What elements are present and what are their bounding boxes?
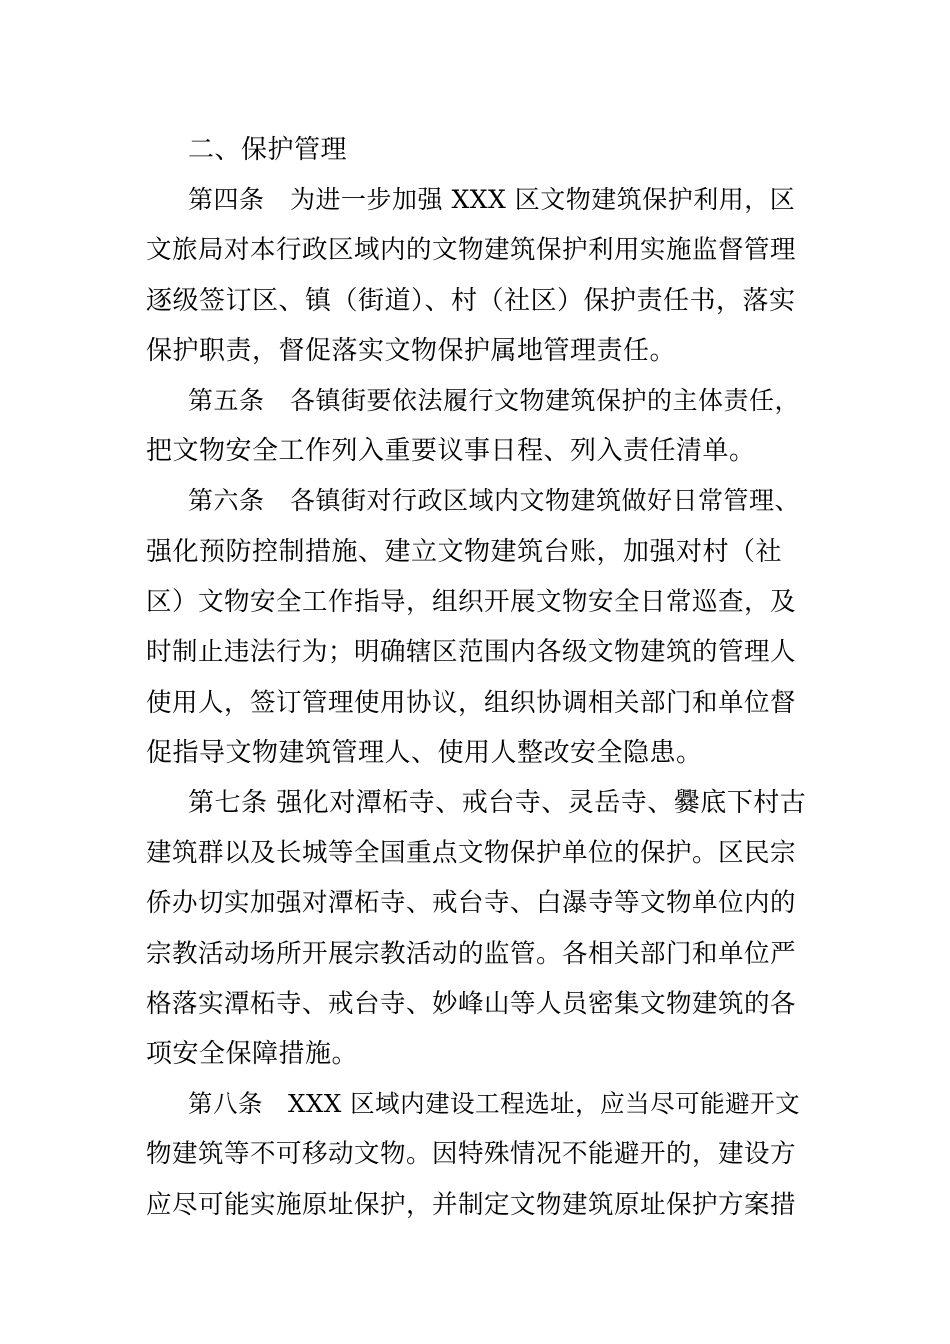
article-4-line-3: 逐级签订区、镇（街道）、村（社区）保护责任书，落实 [146, 286, 796, 316]
article-4-line-1: 第四条 为进一步加强 XXX 区文物建筑保护利用，区 [188, 185, 796, 214]
article-7-line-1: 第七条 强化对潭柘寺、戒台寺、灵岳寺、爨底下村古 [188, 788, 807, 818]
article-4-line-2: 文旅局对本行政区域内的文物建筑保护利用实施监督管理 [146, 235, 797, 265]
article-7-line-6: 项安全保障措施。 [146, 1039, 359, 1069]
article-6-line-4: 时制止违法行为；明确辖区范围内各级文物建筑的管理人 [146, 637, 797, 667]
article-5-line-1: 第五条 各镇街要依法履行文物建筑保护的主体责任， [188, 386, 801, 415]
article-7-line-5: 格落实潭柘寺、戒台寺、妙峰山等人员密集文物建筑的各 [146, 989, 797, 1019]
article-6-line-5: 使用人，签订管理使用协议，组织协调相关部门和单位督 [146, 688, 797, 718]
article-5-line-2: 把文物安全工作列入重要议事日程、列入责任清单。 [146, 436, 756, 466]
section-heading: 二、保护管理 [188, 135, 348, 165]
article-6-line-1: 第六条 各镇街对行政区域内文物建筑做好日常管理、 [188, 486, 801, 515]
article-7-line-3: 侨办切实加强对潭柘寺、戒台寺、白瀑寺等文物单位内的 [146, 888, 797, 918]
article-8-line-3: 应尽可能实施原址保护，并制定文物建筑原址保护方案措 [146, 1190, 797, 1220]
article-7-line-2: 建筑群以及长城等全国重点文物保护单位的保护。区民宗 [146, 838, 797, 868]
article-6-line-2: 强化预防控制措施、建立文物建筑台账，加强对村（社 [146, 537, 783, 567]
article-8-line-2: 物建筑等不可移动文物。因特殊情况不能避开的，建设方 [146, 1139, 797, 1169]
article-4-line-4: 保护职责，督促落实文物保护属地管理责任。 [146, 336, 677, 366]
article-7-line-4: 宗教活动场所开展宗教活动的监管。各相关部门和单位严 [146, 939, 797, 969]
article-6-line-6: 促指导文物建筑管理人、使用人整改安全隐患。 [146, 738, 703, 768]
article-8-line-1: 第八条 XXX 区域内建设工程选址，应当尽可能避开文 [188, 1089, 801, 1118]
article-6-line-3: 区）文物安全工作指导，组织开展文物安全日常巡查，及 [146, 587, 797, 617]
